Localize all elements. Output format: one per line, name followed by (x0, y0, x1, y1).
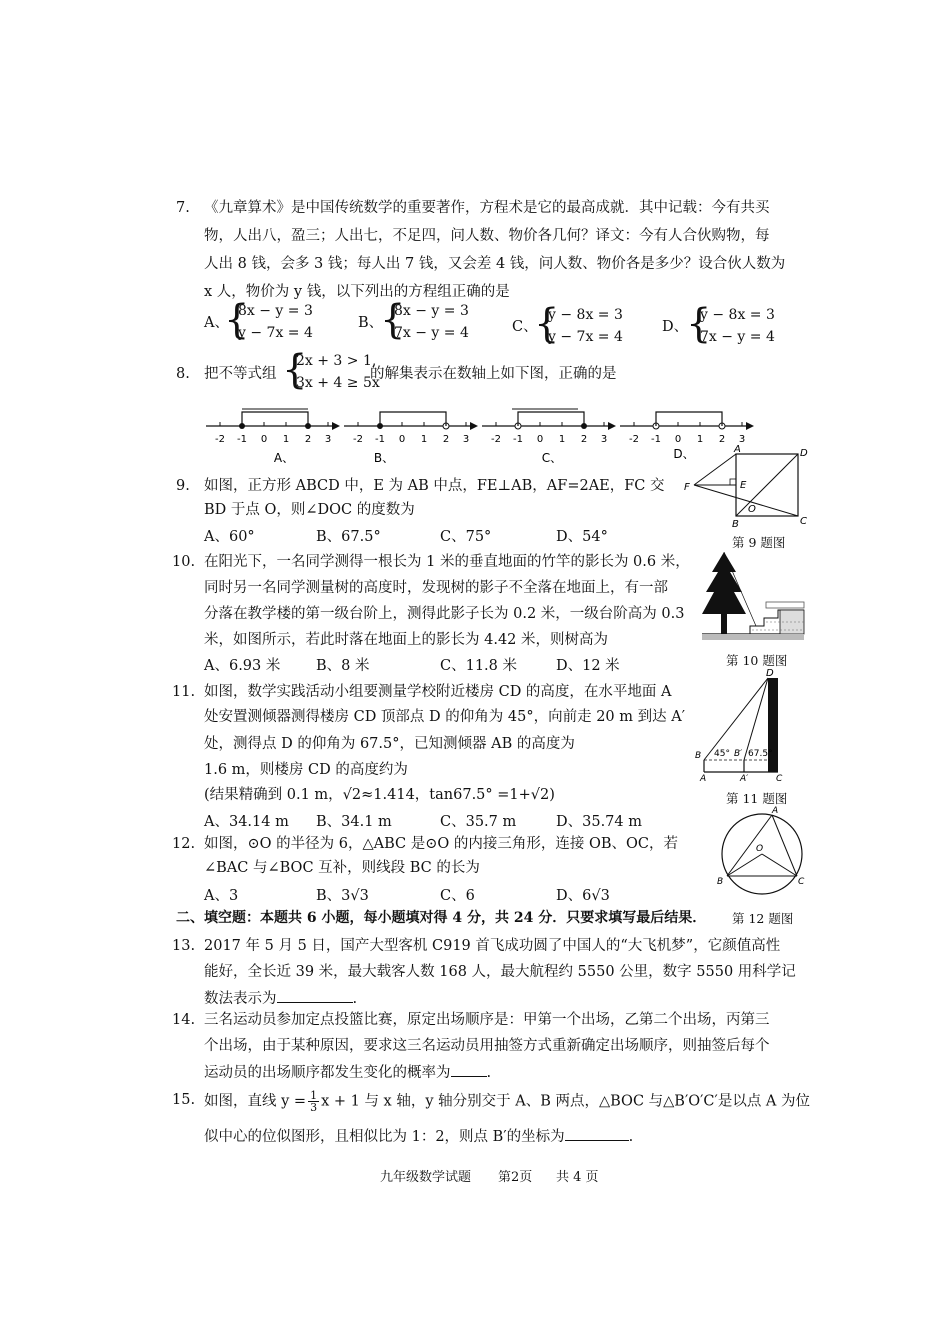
fig-label: C (800, 516, 807, 527)
fig-label: B (717, 877, 724, 887)
tick-label: 1 (696, 434, 704, 445)
q13-number: 13. (172, 938, 196, 954)
fig-label: D (800, 448, 808, 459)
numberline-a (206, 409, 340, 465)
q14-line-1: 三名运动员参加定点投篮比赛，原定出场顺序是：甲第一个出场，乙第二个出场，丙第三 (204, 1012, 770, 1028)
q12-option-d: D、6√3 (556, 888, 610, 904)
tick-label: 1 (282, 434, 290, 445)
q11-caption: 第 11 题图 (726, 791, 788, 806)
q12-number: 12. (172, 836, 196, 852)
q7-c-eq2: y − 7x = 4 (548, 329, 623, 345)
q7-option-c-system (534, 301, 654, 348)
q10-line-3: 分落在教学楼的第一级台阶上，测得此影子长为 0.2 米，一级台阶高为 0.3 (204, 606, 685, 622)
footer-title: 九年级数学试题 (380, 1170, 472, 1185)
fig-label: D (766, 668, 774, 679)
stairs-icon (750, 602, 804, 634)
tick-label: -1 (651, 434, 661, 445)
section-2-heading: 二、填空题：本题共 6 小题，每小题填对得 4 分，共 24 分．只要求填写最后结果． (176, 910, 707, 926)
fig-label: O (748, 504, 756, 515)
q7-option-d-label: D、 (662, 319, 689, 335)
q10-option-a: A、6.93 米 (204, 658, 281, 674)
tick-label: -2 (215, 434, 225, 445)
q15-frac-den: 3 (310, 1101, 318, 1114)
tree-icon (702, 552, 746, 614)
q14-number: 14. (172, 1012, 196, 1028)
tick-label: 2 (442, 434, 450, 445)
q13-line-3 (204, 988, 357, 1009)
tick-label: 3 (600, 434, 608, 445)
q15-answer-blank[interactable] (565, 1126, 629, 1141)
q7-line-1: 《九章算术》是中国传统数学的重要著作，方程术是它的最高成就．其中记载：今有共买 (204, 200, 770, 216)
q7-d-eq1: y − 8x = 3 (700, 307, 775, 323)
q11-line-5: (结果精确到 0.1 m，√2≈1.414，tan67.5° =1+√2) (204, 787, 555, 803)
brace-icon: { (282, 347, 308, 393)
q12-option-c: C、6 (440, 888, 475, 904)
tick-label: -2 (491, 434, 501, 445)
q15-line-2-text: 似中心的位似图形，且相似比为 1：2，则点 B′的坐标为 (204, 1129, 565, 1145)
q11-line-2: 处安置测倾器测得楼房 CD 顶部点 D 的仰角为 45°，向前走 20 m 到达 A′ (204, 709, 685, 725)
q8-eq1: 2x + 3 > 1, (296, 353, 377, 369)
q8-post: 的解集表示在数轴上如下图，正确的是 (370, 366, 617, 382)
q7-option-b-label: B、 (358, 315, 384, 331)
tick-label: 2 (580, 434, 588, 445)
q7-option-a-label: A、 (204, 315, 229, 331)
q8-system (282, 347, 380, 394)
q11-option-d: D、35.74 m (556, 814, 642, 830)
q9-caption: 第 9 题图 (732, 535, 786, 550)
q12-figure (714, 804, 810, 900)
q9-option-b: B、67.5° (316, 529, 381, 545)
q14-line-3-text: 运动员的出场顺序都发生变化的概率为 (204, 1065, 451, 1081)
tick-label: -2 (353, 434, 363, 445)
fig-label: A′ (740, 774, 749, 782)
tick-label: 0 (260, 434, 268, 445)
q9-option-d: D、54° (556, 529, 608, 545)
option-label: C、 (541, 451, 563, 465)
q7-a-eq1: 8x − y = 3 (238, 303, 313, 319)
tick-label: 1 (420, 434, 428, 445)
tick-label: -1 (375, 434, 385, 445)
q10-line-4: 米，如图所示，若此时落在地面上的影长为 4.42 米，则树高为 (204, 632, 609, 648)
q7-line-3: 人出 8 钱，会多 3 钱；每人出 7 钱，又会差 4 钱，问人数、物价各是多少？设合伙人数为 (204, 256, 786, 272)
q14-line-3 (204, 1062, 491, 1083)
q10-number: 10. (172, 554, 196, 570)
q7-b-eq2: 7x − y = 4 (394, 325, 469, 341)
numberline-c (482, 409, 616, 465)
q15-fraction (308, 1090, 319, 1113)
footer-page: 第2页 (498, 1170, 533, 1185)
q7-number: 7. (176, 200, 190, 216)
q15-line-1-post: x + 1 与 x 轴，y 轴分别交于 A、B 两点，△BOC 与△B′O′C′是以点 A 为位 (321, 1093, 811, 1110)
fig-label: C (776, 774, 783, 782)
q10-option-c: C、11.8 米 (440, 658, 517, 674)
option-label: A、 (273, 451, 295, 465)
fig-label: A (734, 444, 741, 455)
tick-label: -1 (513, 434, 523, 445)
fig-label: A (700, 774, 707, 782)
q7-option-b-system (380, 297, 500, 344)
q15-line-1 (204, 1090, 810, 1113)
q11-line-3: 处，测得点 D 的仰角为 67.5°，已知测倾器 AB 的高度为 (204, 736, 575, 752)
q11-line-1: 如图，数学实践活动小组要测量学校附近楼房 CD 的高度，在水平地面 A (204, 684, 672, 700)
tick-label: 3 (324, 434, 332, 445)
fig-label: E (740, 480, 747, 491)
q9-line-1: 如图，正方形 ABCD 中，E 为 AB 中点，FE⊥AB，AF=2AE，FC 交 (204, 478, 665, 494)
brace-icon: { (686, 301, 712, 347)
q7-d-eq2: 7x − y = 4 (700, 329, 775, 345)
q10-option-b: B、8 米 (316, 658, 370, 674)
q7-line-4: x 人，物价为 y 钱，以下列出的方程组正确的是 (204, 284, 510, 300)
fig-label: O (756, 844, 764, 854)
q7-option-d-system (686, 301, 806, 348)
q11-option-c: C、35.7 m (440, 814, 517, 830)
option-label: B、 (373, 451, 395, 465)
q13-line-2: 能好，全长近 39 米，最大载客人数 168 人，最大航程约 5550 公里，数字 5550 用科学记 (204, 964, 796, 980)
q13-answer-blank[interactable] (277, 988, 353, 1003)
q10-option-d: D、12 米 (556, 658, 620, 674)
brace-icon: { (380, 297, 406, 343)
q7-c-eq1: y − 8x = 3 (548, 307, 623, 323)
q8-eq2: 3x + 4 ≥ 5x (296, 375, 380, 391)
numberline-b (344, 412, 478, 465)
fig-label: 67.5° (748, 749, 773, 759)
q14-line-2: 个出场，由于某种原因，要求这三名运动员用抽签方式重新确定出场顺序，则抽签后每个 (204, 1038, 770, 1054)
q8-pre: 把不等式组 (204, 366, 277, 382)
q15-end: . (628, 1129, 634, 1145)
q7-b-eq1: 8x − y = 3 (394, 303, 469, 319)
q10-caption: 第 10 题图 (726, 653, 788, 668)
fig-label: 45° (714, 749, 730, 759)
q14-answer-blank[interactable] (451, 1062, 487, 1077)
q13-end: . (352, 991, 358, 1007)
q12-line-2: ∠BAC 与∠BOC 互补，则线段 BC 的长为 (204, 860, 480, 876)
q10-line-1: 在阳光下，一名同学测得一根长为 1 米的垂直地面的竹竿的影长为 0.6 米， (204, 554, 690, 570)
q7-option-a-system (224, 297, 344, 344)
tick-label: 2 (304, 434, 312, 445)
tick-label: 2 (718, 434, 726, 445)
q15-line-2 (204, 1126, 633, 1147)
q9-option-c: C、75° (440, 529, 492, 545)
tick-label: -2 (629, 434, 639, 445)
q12-caption: 第 12 题图 (732, 911, 794, 926)
q10-figure (700, 552, 808, 644)
brace-icon: { (534, 301, 560, 347)
q15-frac-num: 1 (310, 1089, 318, 1102)
fig-label: B (732, 519, 739, 530)
q15-number: 15. (172, 1092, 196, 1108)
fig-label: B (695, 751, 702, 761)
q14-end: . (486, 1065, 492, 1081)
q13-line-3-text: 数法表示为 (204, 991, 277, 1007)
q9-option-a: A、60° (204, 529, 255, 545)
q11-figure (694, 668, 794, 782)
tick-label: 0 (674, 434, 682, 445)
q8-number: 8. (176, 366, 190, 382)
q11-option-a: A、34.14 m (204, 814, 289, 830)
q9-line-2: BD 于点 O，则∠DOC 的度数为 (204, 502, 415, 518)
q10-line-2: 同时另一名同学测量树的高度时，发现树的影子不全落在地面上，有一部 (204, 580, 668, 596)
q12-line-1: 如图，⊙O 的半径为 6，△ABC 是⊙O 的内接三角形，连接 OB、OC，若 (204, 836, 679, 852)
q7-a-eq2: y − 7x = 4 (238, 325, 313, 341)
footer-total: 共 4 页 (556, 1170, 599, 1185)
q7-option-c-label: C、 (512, 319, 538, 335)
q12-option-b: B、3√3 (316, 888, 369, 904)
q13-line-1: 2017 年 5 月 5 日，国产大型客机 C919 首飞成功圆了中国人的“大飞机梦”，它颜值高性 (204, 938, 781, 954)
q9-number: 9. (176, 478, 190, 494)
brace-icon: { (224, 297, 250, 343)
q9-figure (676, 444, 812, 530)
fig-label: A (772, 806, 779, 816)
q11-number: 11. (172, 684, 196, 700)
q12-option-a: A、3 (204, 888, 239, 904)
fig-label: C (798, 877, 805, 887)
fig-label: F (684, 482, 690, 493)
tick-label: 3 (738, 434, 746, 445)
q7-line-2: 物，人出八，盈三；人出七，不足四，问人数、物价各几何？译文：今有人合伙购物，每 (204, 228, 770, 244)
q15-line-1-pre: 如图，直线 y = (204, 1093, 307, 1110)
tick-label: -1 (237, 434, 247, 445)
fig-label: B′ (734, 749, 743, 759)
option-label: D、 (673, 447, 695, 461)
tick-label: 3 (462, 434, 470, 445)
tick-label: 0 (398, 434, 406, 445)
q11-line-4: 1.6 m，则楼房 CD 的高度约为 (204, 762, 408, 778)
tick-label: 0 (536, 434, 544, 445)
q11-option-b: B、34.1 m (316, 814, 392, 830)
tick-label: 1 (558, 434, 566, 445)
